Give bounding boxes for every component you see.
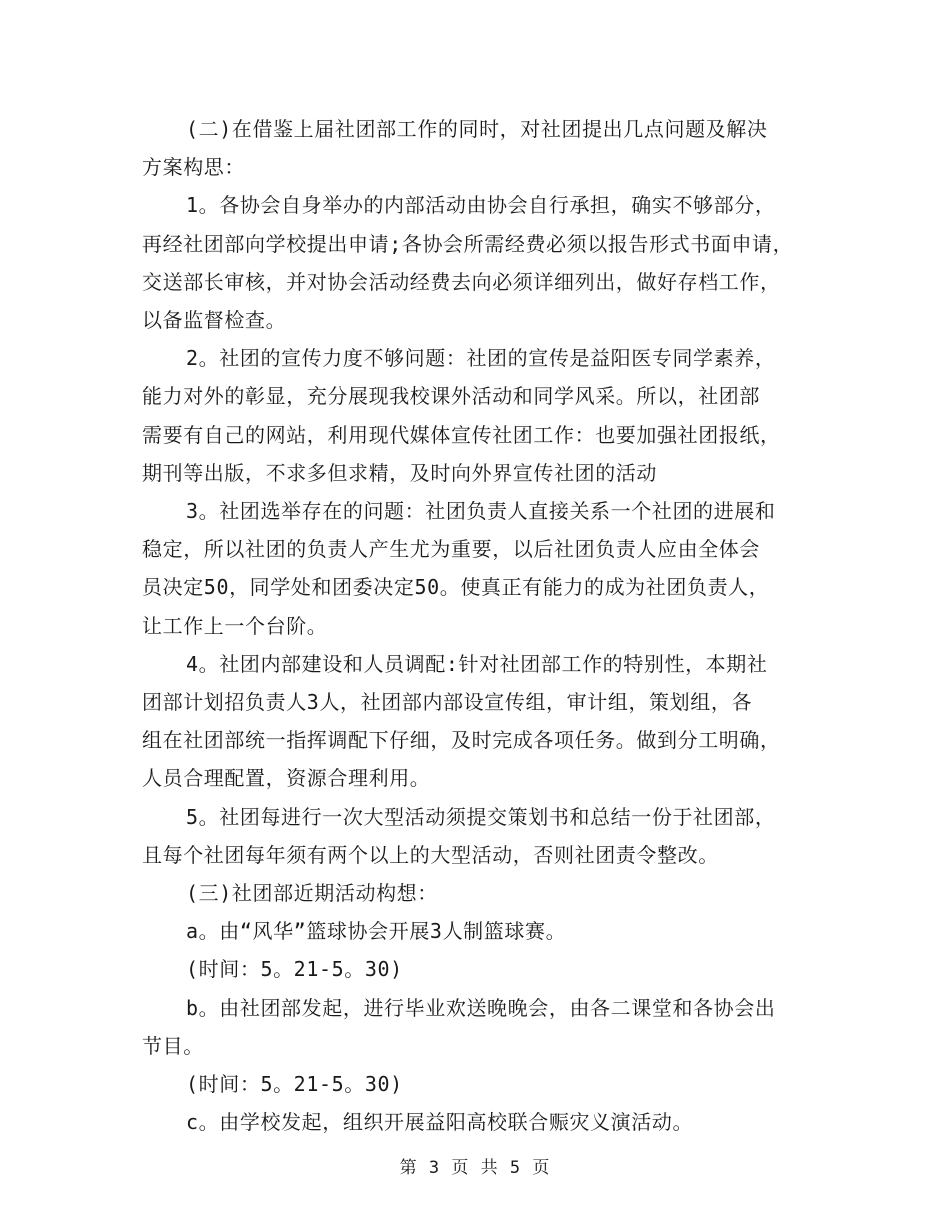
text-line: 交送部长审核，并对协会活动经费去向必须详细列出，做好存档工作， (142, 269, 781, 294)
paragraph-section-3-heading (142, 874, 812, 912)
text-line: 员决定50，同学处和团委决定50。使真正有能力的成为社团负责人， (142, 575, 770, 600)
text-line: 让工作上一个台阶。 (142, 613, 328, 638)
text-line: (三)社团部近期活动构想： (186, 881, 438, 906)
paragraph-activity-a-time (142, 950, 812, 988)
text-line: 以备监督检查。 (142, 308, 287, 333)
text-line: (时间：5。21-5。30) (186, 957, 403, 982)
text-line: b。由社团部发起，进行毕业欢送晚晚会，由各二课堂和各协会出 (186, 995, 776, 1020)
paragraph-activity-a (142, 912, 812, 950)
text-line: 3。社团选举存在的问题：社团负责人直接关系一个社团的进展和 (186, 499, 776, 524)
text-line: c。由学校发起，组织开展益阳高校联合赈灾义演活动。 (186, 1110, 694, 1135)
text-line: 1。各协会自身举办的内部活动由协会自行承担，确实不够部分， (186, 193, 776, 218)
text-line: 且每个社团每年须有两个以上的大型活动，否则社团责令整改。 (142, 842, 719, 867)
text-line: 能力对外的彰显，充分展现我校课外活动和同学风采。所以，社团部 (142, 384, 760, 409)
paragraph-activity-c (142, 1103, 812, 1141)
text-line: 期刊等出版，不求多但求精，及时向外界宣传社团的活动 (142, 460, 657, 485)
paragraph-item-2 (142, 339, 812, 492)
paragraph-item-4 (142, 645, 812, 798)
text-line: (二)在借鉴上届社团部工作的同时，对社团提出几点问题及解决 (186, 117, 768, 141)
text-line: 4。社团内部建设和人员调配:针对社团部工作的特别性，本期社 (186, 651, 768, 676)
text-line: 再经社团部向学校提出申请;各协会所需经费必须以报告形式书面申请， (142, 231, 794, 256)
paragraph-section-2-heading (142, 110, 812, 186)
text-line: 组在社团部统一指挥调配下仔细，及时完成各项任务。做到分工明确， (142, 728, 781, 753)
text-line: 需要有自己的网站，利用现代媒体宣传社团工作：也要加强社团报纸， (142, 422, 781, 447)
page-number-footer: 第 3 页 共 5 页 (399, 1158, 551, 1178)
paragraph-activity-b (142, 989, 812, 1065)
text-line: 5。社团每进行一次大型活动须提交策划书和总结一份于社团部， (186, 804, 776, 829)
document-body (142, 110, 812, 1141)
text-line: 稳定，所以社团的负责人产生尤为重要，以后社团负责人应由全体会 (142, 537, 760, 562)
paragraph-activity-b-time (142, 1065, 812, 1103)
paragraph-item-5 (142, 798, 812, 874)
text-line: 节目。 (142, 1033, 204, 1058)
paragraph-item-3 (142, 492, 812, 645)
text-line: a。由“风华”篮球协会开展3人制篮球赛。 (186, 919, 567, 944)
text-line: 方案构思： (142, 155, 245, 180)
text-line: 2。社团的宣传力度不够问题：社团的宣传是益阳医专同学素养， (186, 346, 776, 371)
text-line: (时间：5。21-5。30) (186, 1072, 403, 1097)
paragraph-item-1 (142, 186, 812, 339)
text-line: 人员合理配置，资源合理利用。 (142, 766, 431, 791)
text-line: 团部计划招负责人3人，社团部内部设宣传组，审计组，策划组，各 (142, 690, 753, 715)
